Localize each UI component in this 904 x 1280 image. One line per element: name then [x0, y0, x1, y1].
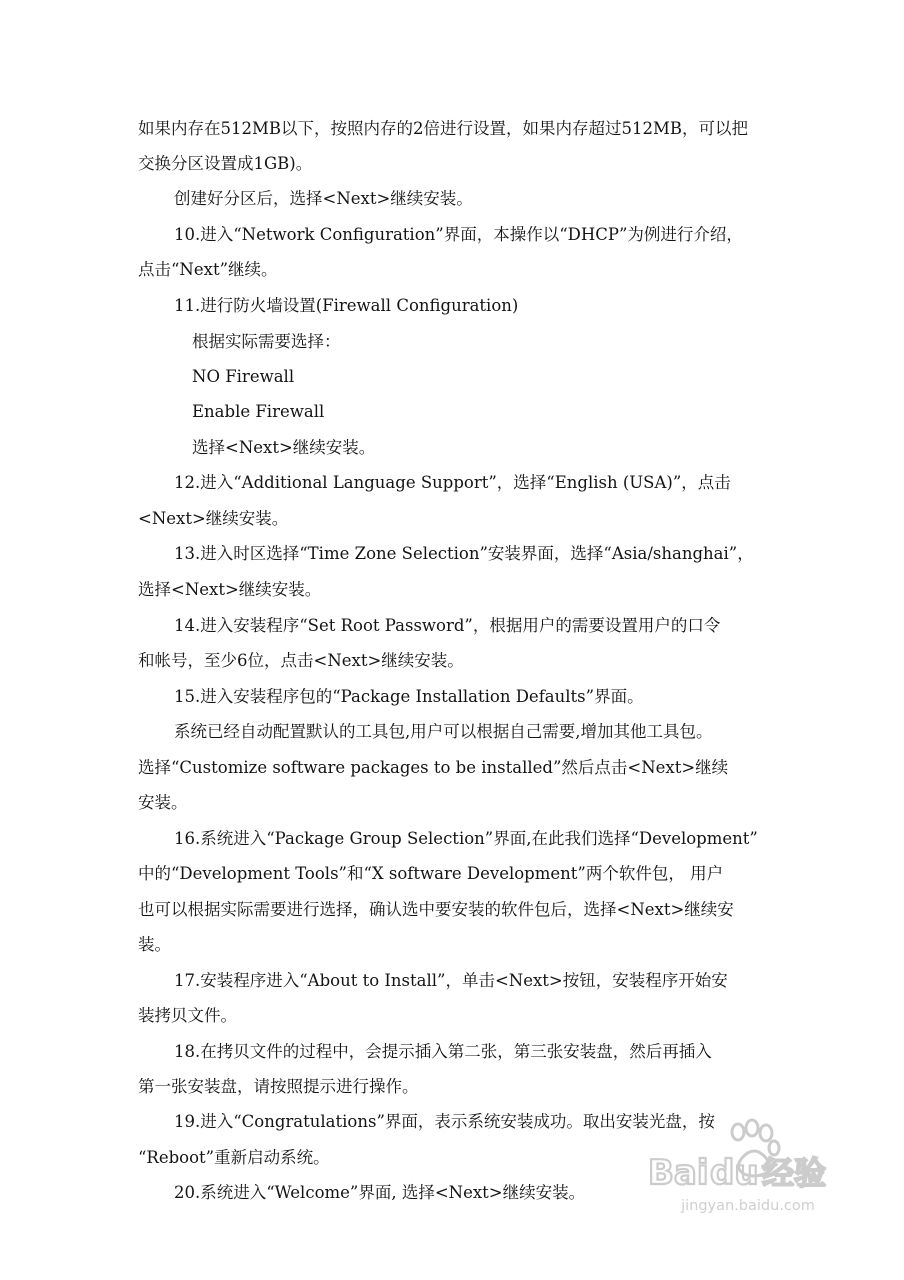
text-line: 装拷贝文件。 — [138, 1006, 237, 1025]
text-line: 选择<Next>继续安装。 — [138, 580, 322, 599]
text-line: 20.系统进入“Welcome”界面, 选择<Next>继续安装。 — [174, 1183, 586, 1202]
text-line: 12.进入“Additional Language Support”，选择“English (USA)”，点击 — [174, 473, 731, 492]
text-line: 也可以根据实际需要进行选择，确认选中要安装的软件包后，选择<Next>继续安 — [138, 900, 734, 919]
text-line: 17.安装程序进入“About to Install”，单击<Next>按钮，安装程序开始安 — [174, 971, 728, 990]
text-line: 安装。 — [138, 793, 188, 812]
text-line: 和帐号，至少6位，点击<Next>继续安装。 — [138, 651, 464, 670]
text-line: 14.进入安装程序“Set Root Password”，根据用户的需要设置用户的口令 — [174, 616, 721, 635]
svg-text:Bai: Bai — [648, 1153, 709, 1193]
text-line: NO Firewall — [192, 367, 295, 386]
text-line: 创建好分区后，选择<Next>继续安装。 — [174, 189, 473, 208]
text-line: 选择“Customize software packages to be installed”然后点击<Next>继续 — [138, 758, 729, 777]
text-line: Enable Firewall — [192, 402, 325, 421]
text-line: 中的“Development Tools”和“X software Development”两个软件包， 用户 — [138, 864, 724, 883]
text-line: 11.进行防火墙设置(Firewall Configuration) — [174, 296, 519, 315]
text-line: <Next>继续安装。 — [138, 509, 289, 528]
text-line: 13.进入时区选择“Time Zone Selection”安装界面，选择“Asia/shanghai”， — [174, 544, 754, 563]
watermark-url: jingyan.baidu.com — [681, 1198, 815, 1214]
text-line: 10.进入“Network Configuration”界面，本操作以“DHCP”为例进行介绍， — [174, 225, 743, 244]
text-line: 装。 — [138, 935, 171, 954]
text-line: 19.进入“Congratulations”界面，表示系统安装成功。取出安装光盘，按 — [174, 1112, 715, 1131]
text-line: 18.在拷贝文件的过程中，会提示插入第二张，第三张安装盘，然后再插入 — [174, 1042, 712, 1061]
text-line: 交换分区设置成1GB)。 — [138, 154, 313, 173]
svg-text:du: du — [710, 1153, 759, 1193]
text-line: 根据实际需要选择： — [192, 332, 341, 351]
svg-text:经验: 经验 — [762, 1154, 827, 1192]
baidu-jingyan-watermark — [646, 1118, 846, 1228]
text-line: 16.系统进入“Package Group Selection”界面,在此我们选择“Development” — [174, 829, 758, 848]
text-line: “Reboot”重新启动系统。 — [138, 1148, 330, 1167]
text-line: 系统已经自动配置默认的工具包,用户可以根据自己需要,增加其他工具包。 — [174, 722, 713, 741]
baidu-paw-logo-icon — [646, 1118, 846, 1198]
text-line: 选择<Next>继续安装。 — [192, 438, 376, 457]
text-line: 如果内存在512MB以下，按照内存的2倍进行设置，如果内存超过512MB，可以把 — [138, 119, 749, 138]
text-line: 点击“Next”继续。 — [138, 260, 278, 279]
text-line: 15.进入安装程序包的“Package Installation Defaults”界面。 — [174, 687, 644, 706]
text-line: 第一张安装盘，请按照提示进行操作。 — [138, 1077, 419, 1096]
